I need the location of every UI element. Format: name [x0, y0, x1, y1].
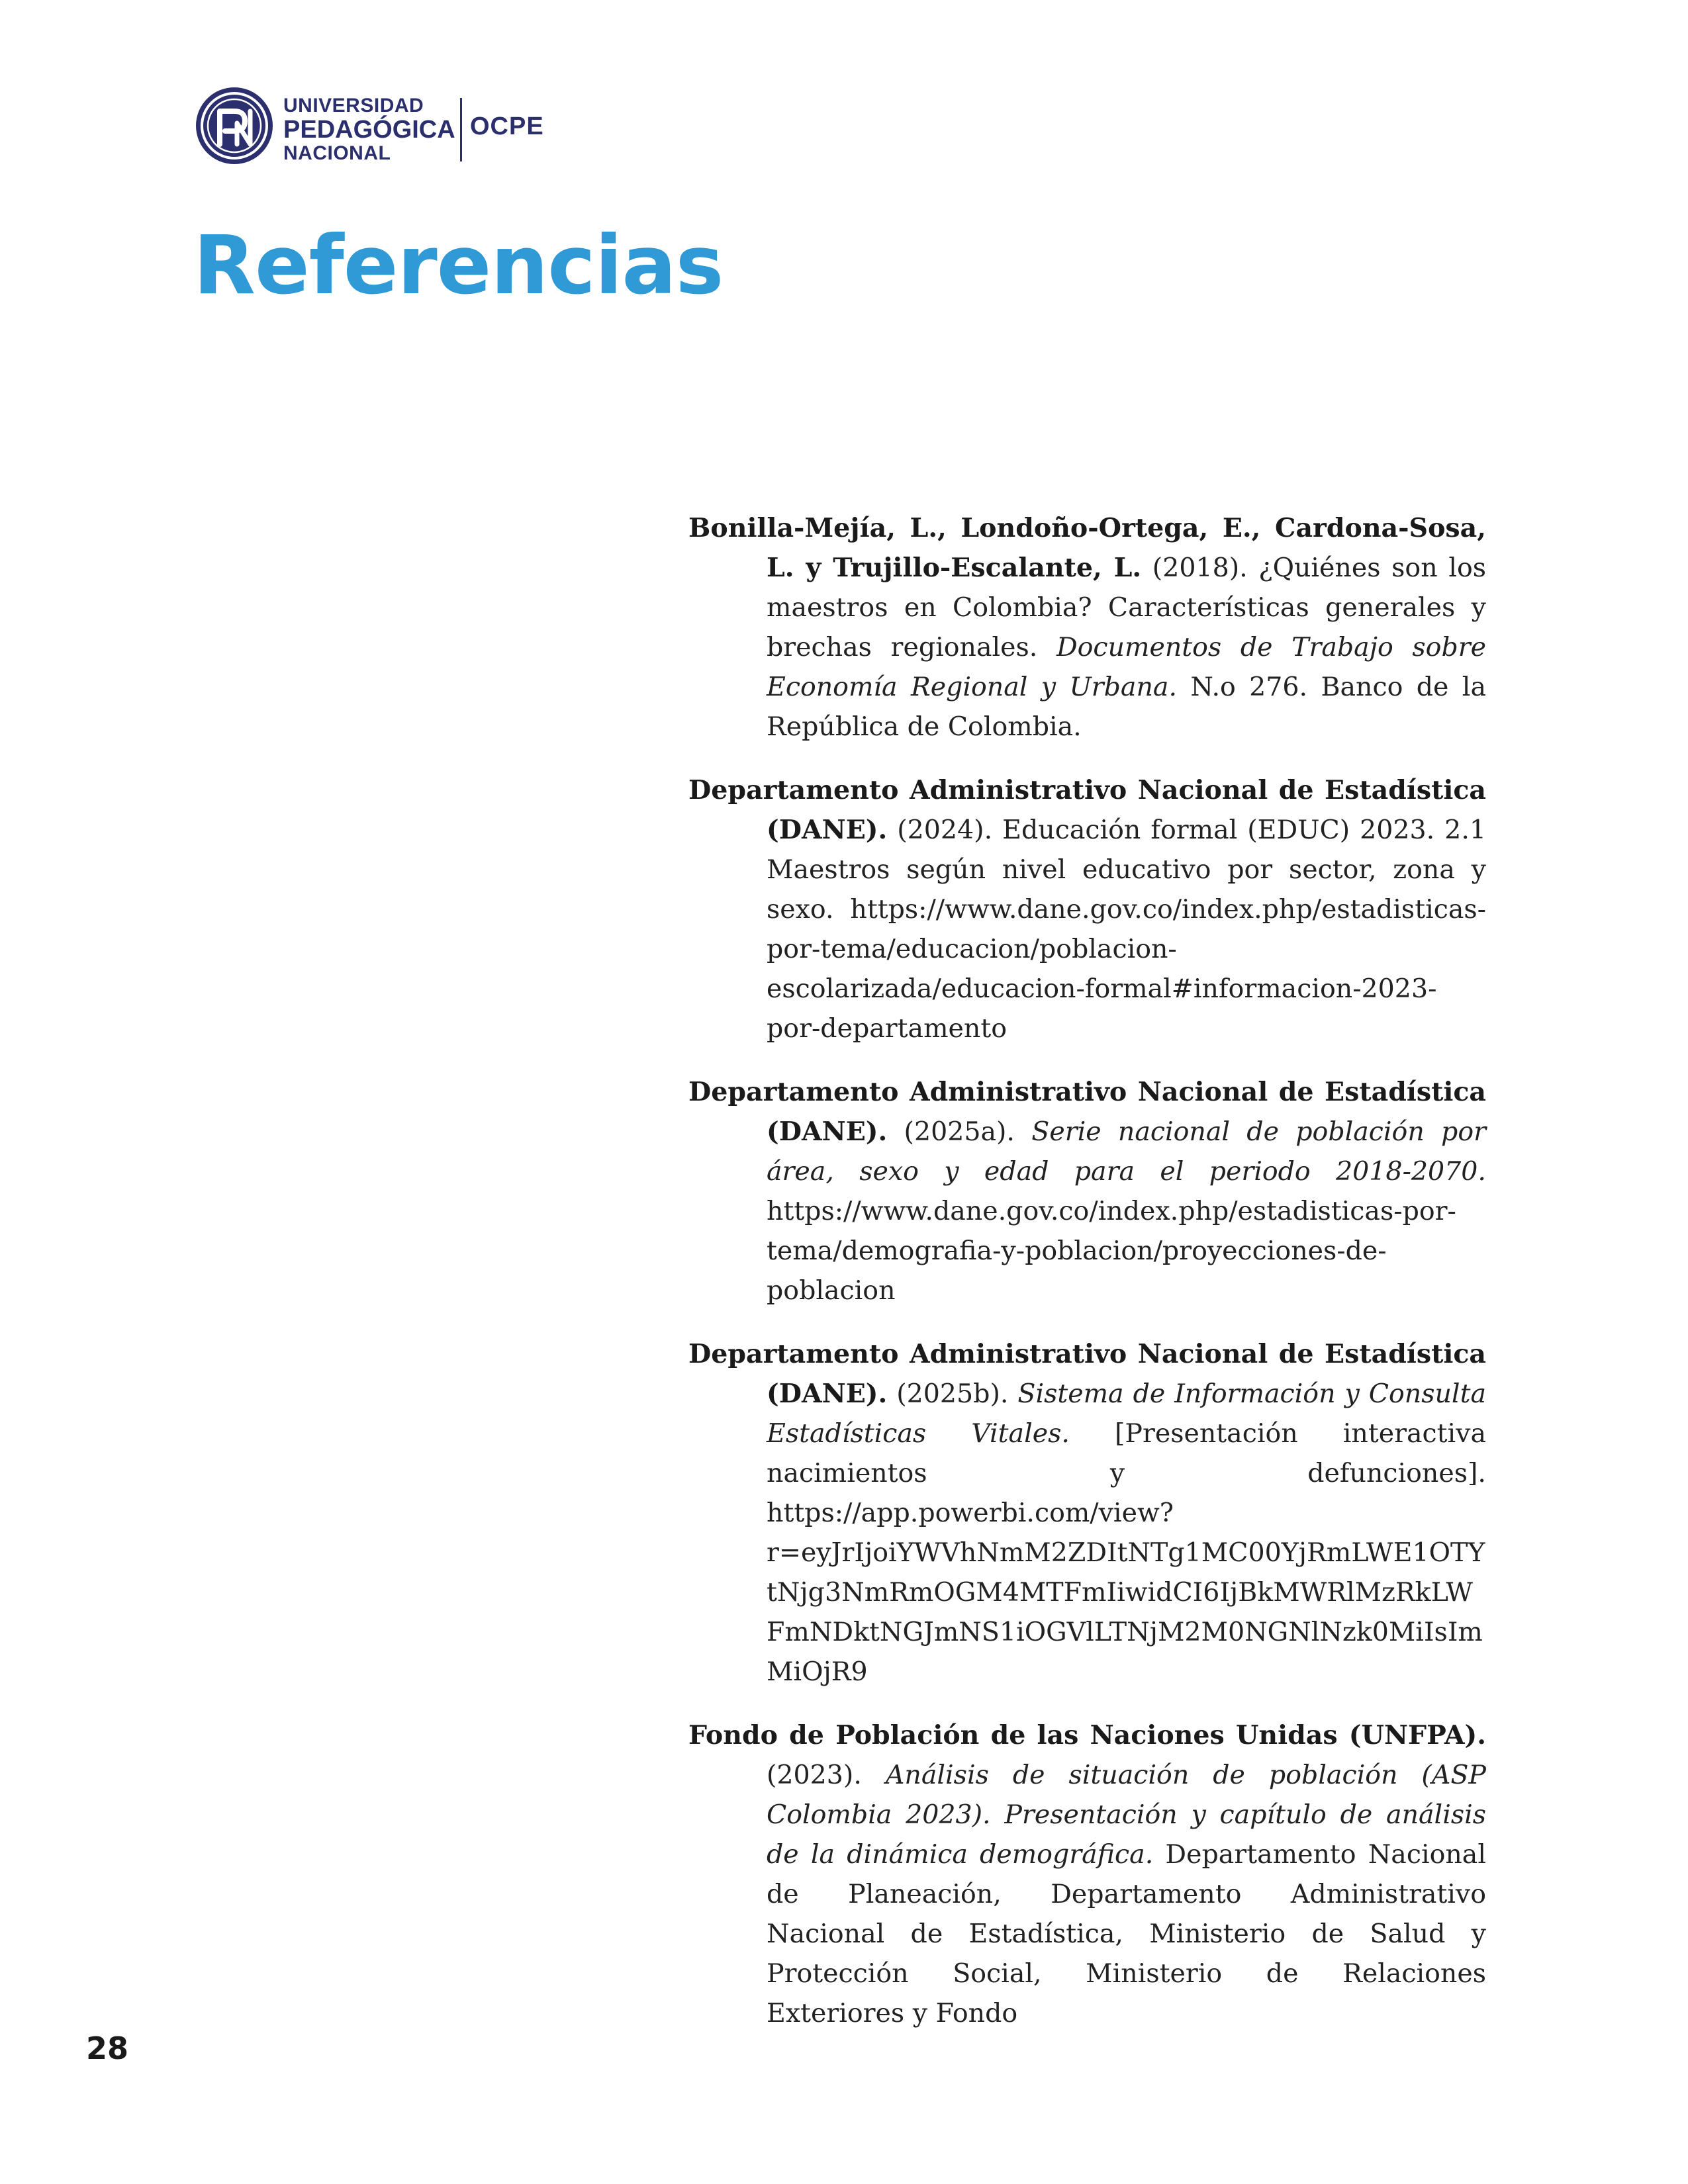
- logo-divider: [460, 98, 462, 161]
- reference-authors: Departamento Administrativo Nacional de Estadística (DANE).: [688, 775, 1486, 845]
- reference-item: [688, 1334, 1486, 1692]
- reference-italic-title: Análisis de situación de población (ASP Colombia 2023). Presentación y capítulo de análisis de la dinámica demográfica.: [767, 1760, 1486, 1870]
- university-name-line3: NACIONAL: [283, 142, 391, 164]
- reference-list: [688, 508, 1486, 2057]
- reference-year: (2025a).: [887, 1116, 1032, 1147]
- page-number: 28: [86, 2030, 129, 2066]
- reference-year: (2023).: [767, 1760, 886, 1790]
- reference-item: [688, 508, 1486, 747]
- reference-item: [688, 770, 1486, 1048]
- reference-text: ¿Quiénes son los maestros en Colombia? Características generales y brechas regionales.: [767, 553, 1487, 662]
- reference-year: (2024).: [887, 815, 1003, 845]
- reference-authors: Fondo de Población de las Naciones Unidas (UNFPA).: [688, 1720, 1486, 1751]
- reference-year: (2025b).: [887, 1379, 1018, 1409]
- university-name-line1: UNIVERSIDAD: [283, 95, 424, 116]
- reference-authors: Departamento Administrativo Nacional de Estadística (DANE).: [688, 1077, 1486, 1147]
- reference-item: [688, 1072, 1486, 1310]
- reference-year: (2018).: [1141, 553, 1259, 583]
- university-name-line2: PEDAGÓGICA: [283, 116, 455, 144]
- university-name: [283, 94, 455, 165]
- reference-text-end: Departamento Nacional de Planeación, Departamento Administrativo Nacional de Estadística, Ministerio de Salud y Protección Social, Ministerio de Relaciones Exteriores y Fondo: [767, 1839, 1486, 2028]
- unit-label: OCPE: [470, 113, 544, 140]
- reference-text-end: https://www.dane.gov.co/index.php/estadisticas-por-tema/demografia-y-poblacion/proyecciones-de-poblacion: [767, 1196, 1456, 1306]
- university-seal-logo: [193, 85, 275, 167]
- reference-authors: Departamento Administrativo Nacional de Estadística (DANE).: [688, 1339, 1486, 1409]
- reference-italic-title: Documentos de Trabajo sobre Economía Regional y Urbana.: [767, 632, 1486, 702]
- page-title: Referencias: [193, 218, 724, 312]
- reference-text-end: N.o 276. Banco de la República de Colombia.: [767, 672, 1486, 742]
- reference-text: Educación formal (EDUC) 2023. 2.1 Maestros según nivel educativo por sector, zona y sexo. https://www.dane.gov.co/index.php/estadisticas-por-tema/educacion/poblacion-escolarizada/educacion-formal#informacion-2023-por-departamento: [767, 815, 1487, 1044]
- reference-italic-title: Serie nacional de población por área, sexo y edad para el periodo 2018-2070.: [767, 1116, 1486, 1187]
- reference-text-end: [Presentación interactiva nacimientos y defunciones]. https://app.powerbi.com/view?r=eyJrIjoiYWVhNmM2ZDItNTg1MC00YjRmLWE1OTYtNjg3NmRmOGM4MTFmIiwidCI6IjBkMWRlMzRkLWFmNDktNGJmNS1iOGVlLTNjM2M0NGNlNzk0MiIsImMiOjR9: [767, 1418, 1486, 1687]
- reference-authors: Bonilla-Mejía, L., Londoño-Ortega, E., Cardona-Sosa, L. y Trujillo-Escalante, L.: [688, 513, 1486, 583]
- reference-item: [688, 1715, 1486, 2033]
- header: [193, 85, 564, 171]
- reference-italic-title: Sistema de Información y Consulta Estadísticas Vitales.: [767, 1379, 1486, 1449]
